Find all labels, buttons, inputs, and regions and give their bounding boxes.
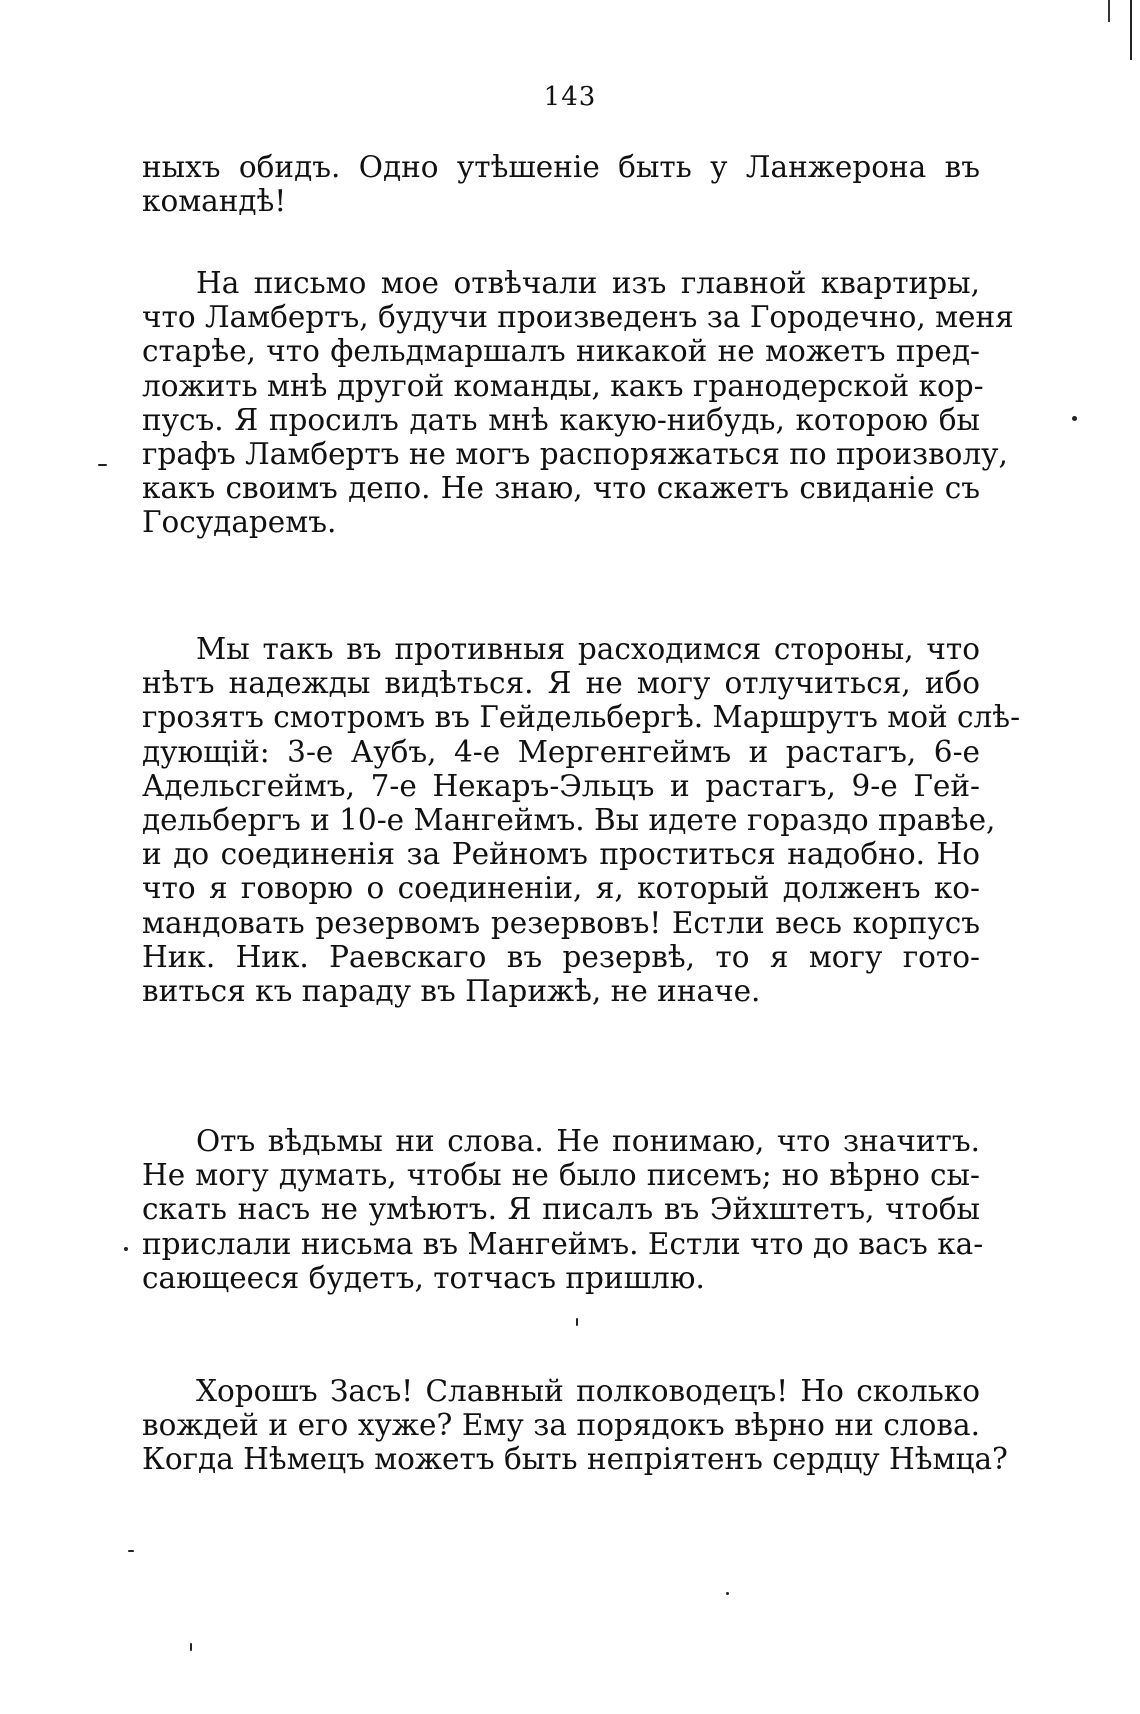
ink-speck [128, 1550, 134, 1552]
text-line: виться къ параду въ Парижѣ, не иначе. [142, 974, 761, 1009]
text-line: пусъ. Я просилъ дать мнѣ какую-нибудь, которою бы [142, 402, 980, 437]
ink-speck [726, 1592, 729, 1595]
text-line: и до соединенія за Рейномъ проститься надобно. Но [142, 837, 980, 872]
page-edge-rule [1130, 0, 1132, 60]
text-line: Отъ вѣдьмы ни слова. Не понимаю, что значитъ. [196, 1124, 980, 1158]
text-line: дующій: 3-е Аубъ, 4-е Мергенгеймъ и растагъ, 6-е [142, 734, 980, 769]
ink-speck [576, 1318, 578, 1326]
paragraph-3 [142, 632, 1021, 1009]
text-line: прислали нисьма въ Мангеймъ. Естли что до васъ ка- [142, 1226, 984, 1261]
text-line: грозятъ смотромъ въ Гейдельбергѣ. Маршрутъ мой слѣ- [142, 700, 1021, 735]
text-line: графъ Ламбертъ не могъ распоряжаться по произволу, [142, 437, 1008, 472]
paragraph-2 [142, 266, 1014, 540]
text-line: какъ своимъ депо. Не знаю, что скажетъ свиданіе съ [142, 471, 980, 506]
text-line: Когда Нѣмецъ можетъ быть непріятенъ сердцу Нѣмца? [142, 1442, 1008, 1477]
text-line: что я говорю о соединеніи, я, который долженъ ко- [142, 871, 980, 906]
text-line: Не могу думать, чтобы не было писемъ; но вѣрно сы- [142, 1158, 980, 1193]
paragraph-5 [142, 1374, 1008, 1477]
text-line: скать насъ не умѣютъ. Я писалъ въ Эйхштетъ, чтобы [142, 1192, 980, 1227]
page-number: 143 [543, 82, 597, 112]
ink-speck [124, 1247, 128, 1251]
text-line: ложить мнѣ другой команды, какъ гранодерской кор- [142, 368, 984, 403]
text-line: Государемъ. [142, 505, 337, 540]
text-line: командѣ! [142, 184, 287, 219]
text-line: старѣе, что фельдмаршалъ никакой не можетъ пред- [142, 334, 980, 369]
text-line: Хорошъ Засъ! Славный полководецъ! Но сколько [196, 1374, 980, 1408]
page-edge-rule-short [1108, 0, 1110, 22]
text-line: Адельсгеймъ, 7-е Некаръ-Эльцъ и растагъ, 9-е Гей- [142, 768, 980, 803]
ink-speck [98, 464, 107, 466]
text-line: дельбергъ и 10-е Мангеймъ. Вы идете гораздо правѣе, [142, 803, 996, 838]
ink-speck [1072, 416, 1077, 421]
text-line: ныхъ обидъ. Одно утѣшеніе быть у Ланжерона въ [142, 150, 980, 184]
text-line: На письмо мое отвѣчали изъ главной квартиры, [196, 266, 980, 300]
text-line: Мы такъ въ противныя расходимся стороны, что [196, 632, 980, 666]
text-line: сающееся будетъ, тотчасъ пришлю. [142, 1260, 705, 1295]
ink-speck [190, 1643, 192, 1651]
text-line: мандовать резервомъ резервовъ! Естли весь корпусъ [142, 905, 980, 940]
text-line: нѣтъ надежды видѣться. Я не могу отлучиться, ибо [142, 666, 980, 701]
paragraph-1 [142, 150, 980, 218]
text-line: вождей и его хуже? Ему за порядокъ вѣрно ни слова. [142, 1408, 980, 1443]
text-line: что Ламбертъ, будучи произведенъ за Городечно, меня [142, 300, 1014, 335]
text-line: Ник. Ник. Раевскаго въ резервѣ, то я могу гото- [142, 939, 980, 974]
paragraph-4 [142, 1124, 984, 1295]
